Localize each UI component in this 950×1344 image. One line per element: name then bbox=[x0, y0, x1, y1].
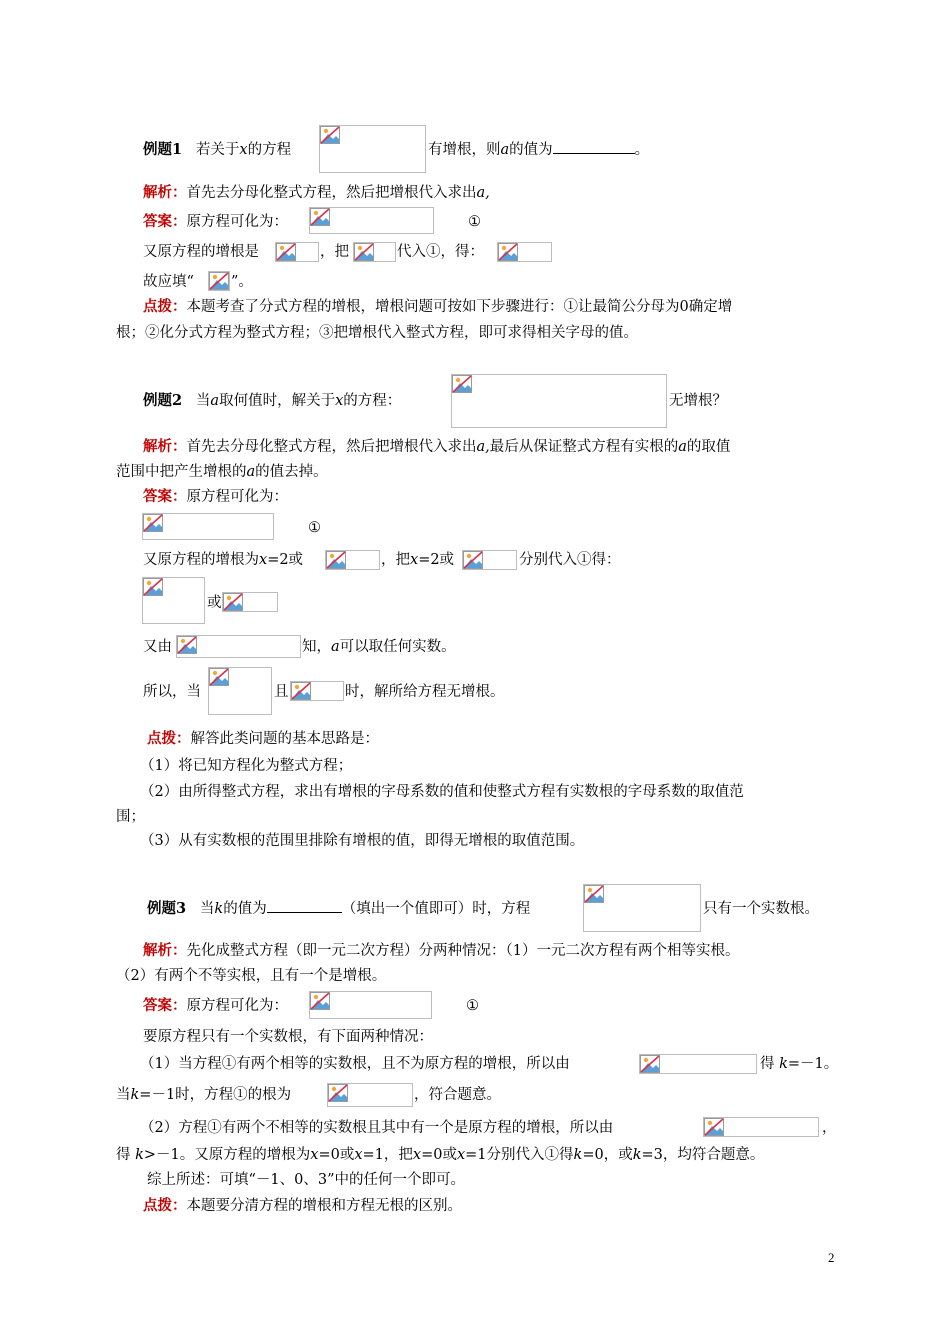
ex3-q-k: k bbox=[214, 901, 224, 917]
ex3-daan bbox=[143, 995, 288, 1017]
ex1-jiexi-text: 首先去分母化整式方程，然后把增根代入求出 bbox=[186, 185, 477, 201]
ex2-l6a: 又由 bbox=[143, 639, 172, 655]
ex2-l4a: 又原方程的增根为 bbox=[143, 552, 259, 568]
ex3-c1-image bbox=[639, 1054, 757, 1074]
ex1-l3c: 代入①，得： bbox=[397, 244, 484, 260]
ex2-jiexi-2a: 范围中把产生增根的 bbox=[116, 464, 247, 480]
ex1-result-image bbox=[497, 242, 552, 262]
ex1-q-post1: 有增根，则 bbox=[428, 142, 501, 158]
ex3-c2x4: x bbox=[456, 1147, 466, 1163]
ex3-daan-label: 答案： bbox=[143, 997, 187, 1014]
ex2-dianbo bbox=[147, 728, 379, 750]
ex2-jiexi-2c: 的值去掉。 bbox=[255, 464, 328, 480]
ex2-l4d: =2或 bbox=[418, 552, 455, 568]
ex2-label: 例题2 bbox=[143, 392, 183, 409]
broken-image-icon bbox=[498, 243, 518, 261]
ex2-l4b: =2或 bbox=[267, 552, 304, 568]
ex1-daan-image bbox=[309, 207, 434, 234]
broken-image-icon bbox=[209, 668, 229, 686]
ex2-jiexi-1c: 最后从保证整式方程有实根的 bbox=[489, 439, 679, 455]
ex3-c2-image bbox=[703, 1117, 819, 1137]
ex2-jiexi-1a: 首先去分母化整式方程，然后把增根代入求出 bbox=[186, 439, 477, 455]
ex3-jiexi-label: 解析： bbox=[143, 942, 187, 959]
ex3-q-pre: 当 bbox=[199, 901, 215, 917]
ex2-daan-image bbox=[142, 513, 274, 540]
ex2-q-a: a bbox=[210, 393, 220, 409]
ex2-l6b: 知， bbox=[302, 639, 331, 655]
broken-image-icon bbox=[328, 1084, 348, 1102]
ex1-dianbo-2: 根；②化分式方程为整式方程；③把增根代入整式方程，即可求得相关字母的值。 bbox=[116, 325, 638, 341]
ex2-l7b: 且 bbox=[274, 684, 289, 700]
ex2-l4e: 分别代入①得： bbox=[519, 552, 621, 568]
broken-image-icon bbox=[463, 551, 483, 569]
ex1-q-end: 。 bbox=[634, 142, 650, 158]
ex3-dianbo-label: 点拨： bbox=[143, 1197, 187, 1214]
ex1-l3a: 又原方程的增根是 bbox=[143, 244, 259, 260]
ex3-dianbo bbox=[143, 1195, 462, 1217]
broken-image-icon bbox=[310, 992, 330, 1010]
ex1-q-pre: 若关于 bbox=[195, 142, 240, 158]
ex3-c2x3: x bbox=[412, 1147, 422, 1163]
ex3-c2a: （2）方程①有两个不相等的实数根且其中有一个是原方程的增根，所以由 bbox=[140, 1120, 614, 1136]
broken-image-icon bbox=[223, 593, 243, 611]
ex2-l4-b bbox=[381, 549, 454, 571]
ex3-circle1: ① bbox=[466, 998, 479, 1014]
ex3-daan-image bbox=[309, 991, 432, 1019]
ex2-l7c: 时，解所给方程无增根。 bbox=[345, 684, 505, 700]
ex2-step-2a: （2）由所得整式方程，求出有增根的字母系数的值和使整式方程有实数根的字母系数的取值范 bbox=[140, 784, 744, 800]
ex2-l4x1: x bbox=[259, 552, 268, 568]
ex3-dianbo-text: 本题要分清方程的增根和方程无根的区别。 bbox=[186, 1198, 462, 1214]
ex2-condition-image-2 bbox=[290, 681, 344, 701]
ex3-c1-root-image bbox=[327, 1083, 413, 1107]
ex3-c2x1: x bbox=[310, 1147, 319, 1163]
ex1-daan-text: 原方程可化为： bbox=[186, 214, 288, 230]
ex2-daan bbox=[143, 486, 288, 508]
ex1-daan-label: 答案： bbox=[143, 213, 187, 230]
broken-image-icon bbox=[640, 1055, 660, 1073]
ex3-summary: 综上所述：可填“－1、0、3”中的任何一个即可。 bbox=[147, 1172, 465, 1188]
ex3-c2g: =0或 bbox=[421, 1147, 457, 1163]
ex2-question bbox=[143, 390, 401, 412]
ex1-l3b: ，把 bbox=[320, 244, 349, 260]
broken-image-icon bbox=[354, 243, 374, 261]
broken-image-icon bbox=[704, 1118, 724, 1136]
ex3-c2f: =1，把 bbox=[362, 1147, 413, 1163]
ex3-c2b: ， bbox=[822, 1120, 837, 1136]
ex2-dianbo-text: 解答此类问题的基本思路是： bbox=[190, 731, 379, 747]
ex3-c2x2: x bbox=[354, 1147, 363, 1163]
broken-image-icon bbox=[209, 272, 229, 290]
ex1-question bbox=[143, 139, 291, 161]
ex1-root-image-2 bbox=[353, 242, 396, 262]
ex3-c2c: 得 bbox=[116, 1147, 131, 1163]
ex2-equation-image bbox=[451, 374, 667, 428]
ex3-jiexi-1-text: 先化成整式方程（即一元二次方程）分两种情况：（1）一元二次方程有两个相等实根。 bbox=[186, 943, 740, 959]
ex1-root-image bbox=[275, 242, 319, 262]
ex1-l4a: 故应填“ bbox=[143, 274, 194, 290]
ex1-q-x: x bbox=[239, 142, 248, 158]
ex2-circle1: ① bbox=[308, 520, 321, 536]
ex1-q-a: a bbox=[500, 142, 510, 158]
ex3-c2e: =0或 bbox=[318, 1147, 355, 1163]
ex2-q-end: 无增根？ bbox=[669, 393, 727, 409]
ex1-circle1: ① bbox=[468, 214, 481, 230]
ex3-question bbox=[147, 898, 530, 920]
ex1-fill-image bbox=[208, 271, 230, 291]
broken-image-icon bbox=[310, 208, 330, 226]
ex1-label: 例题1 bbox=[143, 141, 183, 158]
ex2-dianbo-label: 点拨： bbox=[147, 730, 191, 747]
ex2-l6-rest bbox=[302, 636, 456, 658]
ex3-daan-text: 原方程可化为： bbox=[186, 998, 288, 1014]
ex2-q-pre: 当 bbox=[195, 393, 211, 409]
ex3-c2h: =1分别代入①得 bbox=[465, 1147, 574, 1163]
ex3-c1k: k bbox=[779, 1056, 788, 1072]
ex2-sub-image-2 bbox=[222, 592, 278, 612]
ex3-c1b: 得 bbox=[760, 1056, 775, 1072]
ex3-c1a: （1）当方程①有两个相等的实数根，且不为原方程的增根，所以由 bbox=[140, 1056, 570, 1072]
ex3-jiexi-2: （2）有两个不等实根，且有一个是增根。 bbox=[116, 968, 387, 984]
ex2-l4c: ，把 bbox=[381, 552, 410, 568]
ex1-dianbo-1: 本题考查了分式方程的增根，增根问题可按如下步骤进行：①让最简公分母为0确定增 bbox=[186, 299, 733, 315]
ex3-q-post: （填出一个值即可）时，方程 bbox=[341, 901, 531, 917]
broken-image-icon bbox=[326, 551, 346, 569]
ex3-c2k: k bbox=[135, 1147, 144, 1163]
ex2-huo: 或 bbox=[207, 595, 222, 611]
ex3-c2-line2 bbox=[116, 1144, 764, 1166]
ex3-c2k3: k bbox=[632, 1147, 642, 1163]
ex3-l4: 要原方程只有一个实数根，有下面两种情况： bbox=[143, 1029, 433, 1045]
ex3-equation-image bbox=[583, 884, 701, 932]
ex2-jiexi-1d: a bbox=[678, 439, 687, 455]
ex1-jiexi-a: a, bbox=[476, 185, 490, 201]
ex3-c1k2: k bbox=[130, 1087, 140, 1103]
broken-image-icon bbox=[276, 243, 296, 261]
broken-image-icon bbox=[143, 514, 163, 532]
ex1-daan bbox=[143, 211, 288, 233]
broken-image-icon bbox=[143, 578, 163, 596]
ex2-step-2b: 围； bbox=[116, 809, 145, 825]
ex3-c1d: 当 bbox=[116, 1087, 131, 1103]
ex1-jiexi bbox=[143, 182, 490, 204]
ex2-daan-text: 原方程可化为： bbox=[186, 489, 288, 505]
ex2-jiexi-2 bbox=[116, 461, 328, 483]
broken-image-icon bbox=[320, 126, 340, 144]
ex1-dianbo bbox=[143, 296, 732, 318]
ex2-discriminant-image bbox=[176, 635, 301, 658]
broken-image-icon bbox=[584, 885, 604, 903]
ex1-equation-image bbox=[319, 125, 426, 173]
ex2-jiexi-1b: a, bbox=[476, 439, 490, 455]
ex2-l6a2: a bbox=[331, 639, 340, 655]
ex1-q-post2: 的值为 bbox=[509, 142, 553, 158]
ex1-q-mid: 的方程 bbox=[247, 142, 292, 158]
ex2-q-mid: 取何值时，解关于 bbox=[219, 393, 336, 409]
ex2-q-post: 的方程： bbox=[343, 393, 402, 409]
ex3-c1c: =－1。 bbox=[787, 1056, 839, 1072]
ex2-step-1: （1）将已知方程化为整式方程； bbox=[140, 758, 353, 774]
ex3-jiexi-1 bbox=[143, 940, 739, 962]
ex1-question-tail bbox=[428, 139, 649, 161]
ex2-condition-image bbox=[208, 667, 272, 715]
broken-image-icon bbox=[452, 375, 472, 393]
ex2-sub-image-1 bbox=[142, 577, 205, 624]
ex3-answer-blank bbox=[267, 898, 342, 913]
ex2-jiexi-1e: 的取值 bbox=[686, 439, 731, 455]
ex3-c2k2: k bbox=[573, 1147, 583, 1163]
ex3-c2j: =3，均符合题意。 bbox=[641, 1147, 765, 1163]
ex2-daan-label: 答案： bbox=[143, 488, 187, 505]
ex3-c1f: ，符合题意。 bbox=[414, 1087, 501, 1103]
page-number: 2 bbox=[828, 1250, 835, 1265]
ex2-jiexi-1 bbox=[143, 436, 730, 458]
ex2-jiexi-label: 解析： bbox=[143, 438, 187, 455]
broken-image-icon bbox=[177, 636, 197, 654]
ex3-q-end: 只有一个实数根。 bbox=[703, 901, 819, 917]
ex3-q-mid: 的值为 bbox=[223, 901, 267, 917]
ex2-l6c: 可以取任何实数。 bbox=[339, 639, 456, 655]
ex2-jiexi-2b: a bbox=[246, 464, 256, 480]
ex3-label: 例题3 bbox=[147, 900, 187, 917]
ex2-root-image-2 bbox=[462, 550, 517, 570]
ex2-l4x2: x bbox=[410, 552, 419, 568]
ex2-root-image bbox=[325, 550, 380, 570]
broken-image-icon bbox=[291, 682, 311, 700]
ex2-l7a: 所以，当 bbox=[143, 684, 201, 700]
ex1-answer-blank bbox=[553, 139, 635, 154]
ex1-dianbo-label: 点拨： bbox=[143, 298, 187, 315]
ex2-q-x: x bbox=[335, 393, 344, 409]
ex3-c2d: >－1。又原方程的增根为 bbox=[143, 1147, 311, 1163]
ex3-c1e: =－1时，方程①的根为 bbox=[139, 1087, 292, 1103]
ex1-jiexi-label: 解析： bbox=[143, 184, 187, 201]
ex2-step-3: （3）从有实数根的范围里排除有增根的值，即得无增根的取值范围。 bbox=[140, 833, 585, 849]
ex3-c1-tail bbox=[760, 1053, 838, 1075]
ex1-l4b: ”。 bbox=[231, 274, 253, 290]
ex2-l4-a bbox=[143, 549, 303, 571]
ex3-c2i: =0，或 bbox=[582, 1147, 633, 1163]
ex3-c1-line2 bbox=[116, 1084, 291, 1106]
